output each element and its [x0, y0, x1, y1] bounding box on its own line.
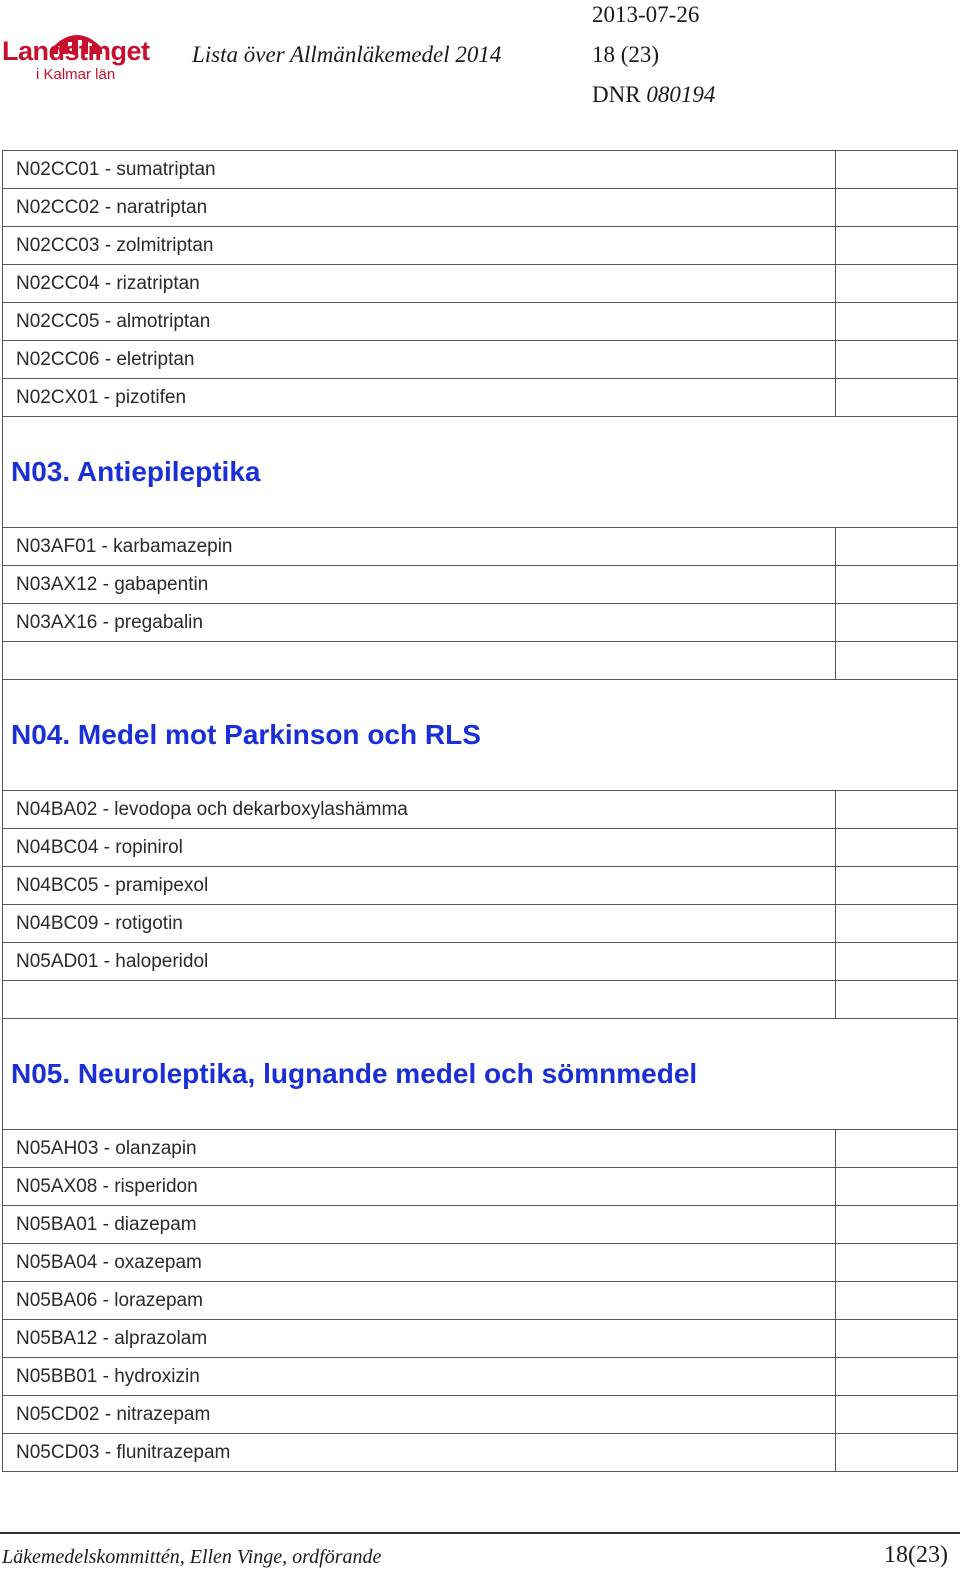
empty-cell: [836, 341, 958, 379]
empty-cell: [836, 604, 958, 642]
dnr-reference: [592, 82, 715, 108]
empty-cell: [836, 981, 958, 1019]
empty-cell: [836, 1396, 958, 1434]
empty-cell: [836, 1434, 958, 1472]
drug-name-cell: N05CD03 - flunitrazepam: [3, 1434, 836, 1472]
logo-subtitle: i Kalmar län: [36, 66, 116, 83]
table-row: [3, 791, 958, 829]
drug-name-cell: N03AX16 - pregabalin: [3, 604, 836, 642]
empty-cell: [836, 791, 958, 829]
drug-name-cell: N05BA01 - diazepam: [3, 1206, 836, 1244]
document-title: Lista över Allmänläkemedel 2014: [192, 42, 502, 67]
table-row: [3, 151, 958, 189]
empty-cell: [836, 905, 958, 943]
empty-cell: [836, 303, 958, 341]
empty-cell: [836, 1320, 958, 1358]
drug-name-cell: N02CC03 - zolmitriptan: [3, 227, 836, 265]
empty-cell: [836, 1282, 958, 1320]
empty-cell: [836, 642, 958, 680]
dnr-label: DNR: [592, 82, 641, 107]
empty-cell: [836, 227, 958, 265]
table-row: [3, 867, 958, 905]
document-date: 2013-07-26: [592, 2, 700, 27]
empty-cell: [836, 867, 958, 905]
table-row: [3, 1358, 958, 1396]
drug-name-cell: N02CC06 - eletriptan: [3, 341, 836, 379]
table-row: [3, 1434, 958, 1472]
section-heading: N04. Medel mot Parkinson och RLS: [3, 680, 958, 791]
drug-name-cell: N05BA12 - alprazolam: [3, 1320, 836, 1358]
drug-name-cell: N02CC04 - rizatriptan: [3, 265, 836, 303]
table-row: [3, 566, 958, 604]
section-heading-row: [3, 417, 958, 528]
drug-name-cell: N05BB01 - hydroxizin: [3, 1358, 836, 1396]
empty-cell: [836, 1168, 958, 1206]
table-row: [3, 1206, 958, 1244]
drug-name-cell: N02CC01 - sumatriptan: [3, 151, 836, 189]
drug-name-cell: [3, 981, 836, 1019]
drug-name-cell: N05CD02 - nitrazepam: [3, 1396, 836, 1434]
drug-list-table: [2, 150, 958, 1472]
page-footer: [0, 1532, 960, 1587]
table-row: [3, 528, 958, 566]
table-row: [3, 341, 958, 379]
drug-name-cell: N04BA02 - levodopa och dekarboxylashämma: [3, 791, 836, 829]
table-row: [3, 642, 958, 680]
table-row: [3, 1244, 958, 1282]
page-indicator: 18 (23): [592, 42, 660, 67]
empty-cell: [836, 189, 958, 227]
dnr-number: 080194: [646, 82, 716, 107]
drug-name-cell: N05AH03 - olanzapin: [3, 1130, 836, 1168]
table-row: [3, 829, 958, 867]
table-row: [3, 1168, 958, 1206]
table-row: [3, 981, 958, 1019]
empty-cell: [836, 265, 958, 303]
table-row: [3, 265, 958, 303]
empty-cell: [836, 1130, 958, 1168]
section-heading: N03. Antiepileptika: [3, 417, 958, 528]
section-heading-row: [3, 680, 958, 791]
empty-cell: [836, 566, 958, 604]
drug-name-cell: N04BC04 - ropinirol: [3, 829, 836, 867]
drug-name-cell: N03AX12 - gabapentin: [3, 566, 836, 604]
drug-name-cell: N02CX01 - pizotifen: [3, 379, 836, 417]
drug-name-cell: N04BC05 - pramipexol: [3, 867, 836, 905]
table-row: [3, 1130, 958, 1168]
empty-cell: [836, 528, 958, 566]
empty-cell: [836, 151, 958, 189]
table-row: [3, 1282, 958, 1320]
drug-name-cell: N05AX08 - risperidon: [3, 1168, 836, 1206]
table-row: [3, 189, 958, 227]
section-heading-row: [3, 1019, 958, 1130]
empty-cell: [836, 1206, 958, 1244]
drug-name-cell: N05BA04 - oxazepam: [3, 1244, 836, 1282]
table-row: [3, 227, 958, 265]
table-row: [3, 905, 958, 943]
table-row: [3, 379, 958, 417]
drug-list-body: [3, 151, 958, 1472]
drug-name-cell: N05BA06 - lorazepam: [3, 1282, 836, 1320]
table-row: [3, 303, 958, 341]
drug-name-cell: [3, 642, 836, 680]
empty-cell: [836, 1244, 958, 1282]
footer-page-number: 18(23): [884, 1542, 948, 1568]
table-row: [3, 1396, 958, 1434]
empty-cell: [836, 1358, 958, 1396]
empty-cell: [836, 829, 958, 867]
drug-name-cell: N03AF01 - karbamazepin: [3, 528, 836, 566]
drug-name-cell: N02CC02 - naratriptan: [3, 189, 836, 227]
table-row: [3, 1320, 958, 1358]
table-row: [3, 943, 958, 981]
section-heading: N05. Neuroleptika, lugnande medel och sömnmedel: [3, 1019, 958, 1130]
footer-committee: Läkemedelskommittén, Ellen Vinge, ordförande: [2, 1546, 382, 1568]
drug-name-cell: N02CC05 - almotriptan: [3, 303, 836, 341]
drug-name-cell: N05AD01 - haloperidol: [3, 943, 836, 981]
empty-cell: [836, 943, 958, 981]
empty-cell: [836, 379, 958, 417]
drug-name-cell: N04BC09 - rotigotin: [3, 905, 836, 943]
table-row: [3, 604, 958, 642]
logo-wordmark: Landstinget: [2, 36, 150, 66]
